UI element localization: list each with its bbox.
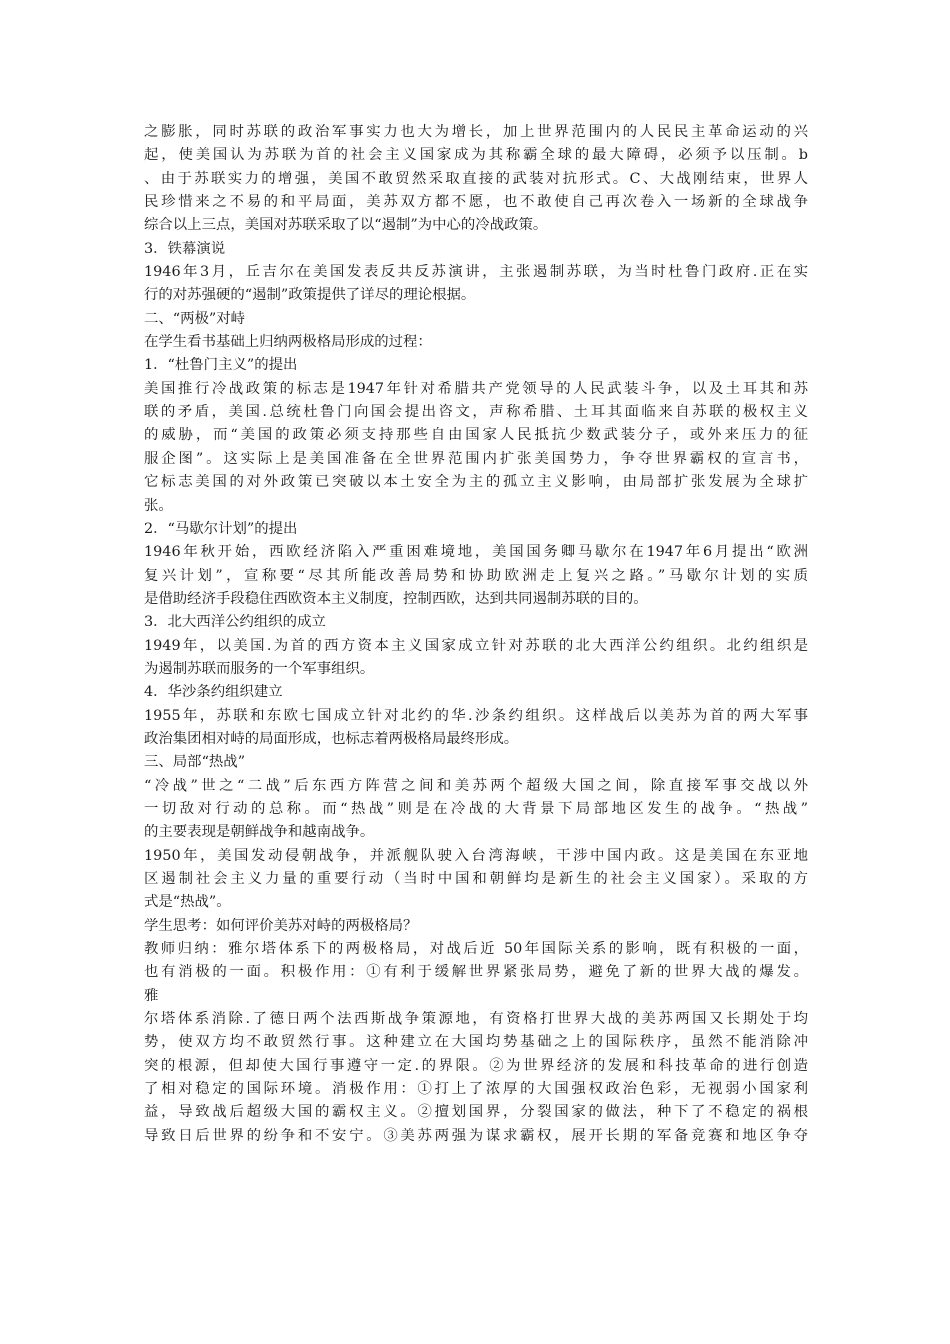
text-line: 为遏制苏联而服务的一个军事组织。 [144, 660, 375, 677]
text-line: 1946年3月，丘吉尔在美国发表反共反苏演讲，主张遏制苏联，为当时杜鲁门政府.正在实 [144, 264, 808, 281]
text-line: 1949年，以美国.为首的西方资本主义国家成立针对苏联的北大西洋公约组织。北约组织是 [144, 637, 808, 654]
text-line: 起，使美国认为苏联为首的社会主义国家成为其称霸全球的最大障碍，必须予以压制。b [144, 147, 808, 164]
text-line: 的威胁，而“美国的政策必须支持那些自由国家人民抵抗少数武装分子，或外来压力的征 [144, 427, 808, 444]
text-line: 复兴计划”，宣称要“尽其所能改善局势和协助欧洲走上复兴之路。”马歇尔计划的实质 [144, 567, 808, 584]
text-line: 4．华沙条约组织建立 [144, 684, 283, 701]
text-line: “冷战”世之“二战”后东西方阵营之间和美苏两个超级大国之间，除直接军事交战以外 [144, 777, 808, 794]
text-line: 1950年，美国发动侵朝战争，并派舰队驶入台湾海峡，干涉中国内政。这是美国在东亚地 [144, 847, 808, 864]
text-line: 区遏制社会主义力量的重要行动（当时中国和朝鲜均是新生的社会主义国家）。采取的方 [144, 871, 808, 887]
text-line: 服企图”。这实际上是美国准备在全世界范围内扩张美国势力，争夺世界霸权的宣言书， [144, 450, 808, 467]
text-line: 张。 [144, 497, 173, 514]
document-page [144, 121, 808, 1148]
text-line: 联的矛盾，美国.总统杜鲁门向国会提出咨文，声称希腊、土耳其面临来自苏联的极权主义 [144, 404, 808, 421]
text-line: 在学生看书基础上归纳两极格局形成的过程： [144, 334, 432, 351]
text-line: 它标志美国的对外政策已突破以本土安全为主的孤立主义影响，由局部扩张发展为全球扩 [144, 474, 808, 491]
text-line: 二、“两极”对峙 [144, 310, 246, 327]
text-line: 、由于苏联实力的增强，美国不敢贸然采取直接的武装对抗形式。C、大战刚结束，世界人 [144, 170, 808, 187]
text-line: 学生思考：如何评价美苏对峙的两极格局？ [144, 917, 418, 934]
text-line: 的主要表现是朝鲜战争和越南战争。 [144, 824, 375, 841]
text-line: 式是“热战”。 [144, 894, 231, 911]
text-line: 1946年秋开始，西欧经济陷入严重困难境地，美国国务卿马歇尔在1947年6月提出“欧洲 [144, 544, 808, 561]
text-line: 尔塔体系消除.了德日两个法西斯战争策源地，有资格打世界大战的美苏两国又长期处于均 [144, 1011, 808, 1028]
text-line: 教师归纳：雅尔塔体系下的两极格局，对战后近 50年国际关系的影响，既有积极的一面， [144, 941, 808, 958]
text-line: 1955年，苏联和东欧七国成立针对北约的华.沙条约组织。这样战后以美苏为首的两大军事 [144, 707, 808, 724]
text-line: 之膨胀，同时苏联的政治军事实力也大为增长，加上世界范围内的人民民主革命运动的兴 [144, 124, 808, 140]
text-line: 三、局部“热战” [144, 754, 246, 771]
text-line: 综合以上三点，美国对苏联采取了以“遏制”为中心的冷战政策。 [144, 217, 548, 234]
text-line: 雅 [144, 987, 159, 1004]
text-line: 政治集团相对峙的局面形成，也标志着两极格局最终形成。 [144, 730, 519, 747]
text-line: 3．北大西洋公约组织的成立 [144, 614, 326, 631]
text-line: 了相对稳定的国际环境。消极作用：①打上了浓厚的大国强权政治色彩，无视弱小国家利 [144, 1081, 808, 1098]
text-line: 2．“马歇尔计划”的提出 [144, 520, 298, 537]
text-line: 是借助经济手段稳住西欧资本主义制度，控制西欧，达到共同遏制苏联的目的。 [144, 590, 648, 607]
text-line: 导致日后世界的纷争和不安宁。③美苏两强为谋求霸权，展开长期的军备竞赛和地区争夺 [144, 1127, 808, 1144]
document-body [144, 121, 808, 1148]
text-line: 美国推行冷战政策的标志是1947年针对希腊共产党领导的人民武装斗争，以及土耳其和苏 [144, 380, 808, 397]
text-line: 1．“杜鲁门主义”的提出 [144, 357, 298, 374]
text-line: 行的对苏强硬的“遏制”政策提供了详尽的理论根据。 [144, 287, 476, 304]
text-line: 3．铁幕演说 [144, 240, 226, 257]
text-line: 民珍惜来之不易的和平局面，美苏双方都不愿，也不敢使自己再次卷入一场新的全球战争 [144, 194, 808, 211]
text-line: 突的根源，但却使大国行事遵守一定.的界限。②为世界经济的发展和科技革命的进行创造 [144, 1057, 808, 1074]
text-line: 一切敌对行动的总称。而“热战”则是在冷战的大背景下局部地区发生的战争。“热战” [144, 800, 808, 817]
text-line: 也有消极的一面。积极作用：①有利于缓解世界紧张局势，避免了新的世界大战的爆发。 [144, 964, 808, 981]
text-line: 益，导致战后超级大国的霸权主义。②擅划国界，分裂国家的做法，种下了不稳定的祸根 [144, 1104, 808, 1121]
text-line: 势，使双方均不敢贸然行事。这种建立在大国均势基础之上的国际秩序，虽然不能消除冲 [144, 1034, 808, 1051]
